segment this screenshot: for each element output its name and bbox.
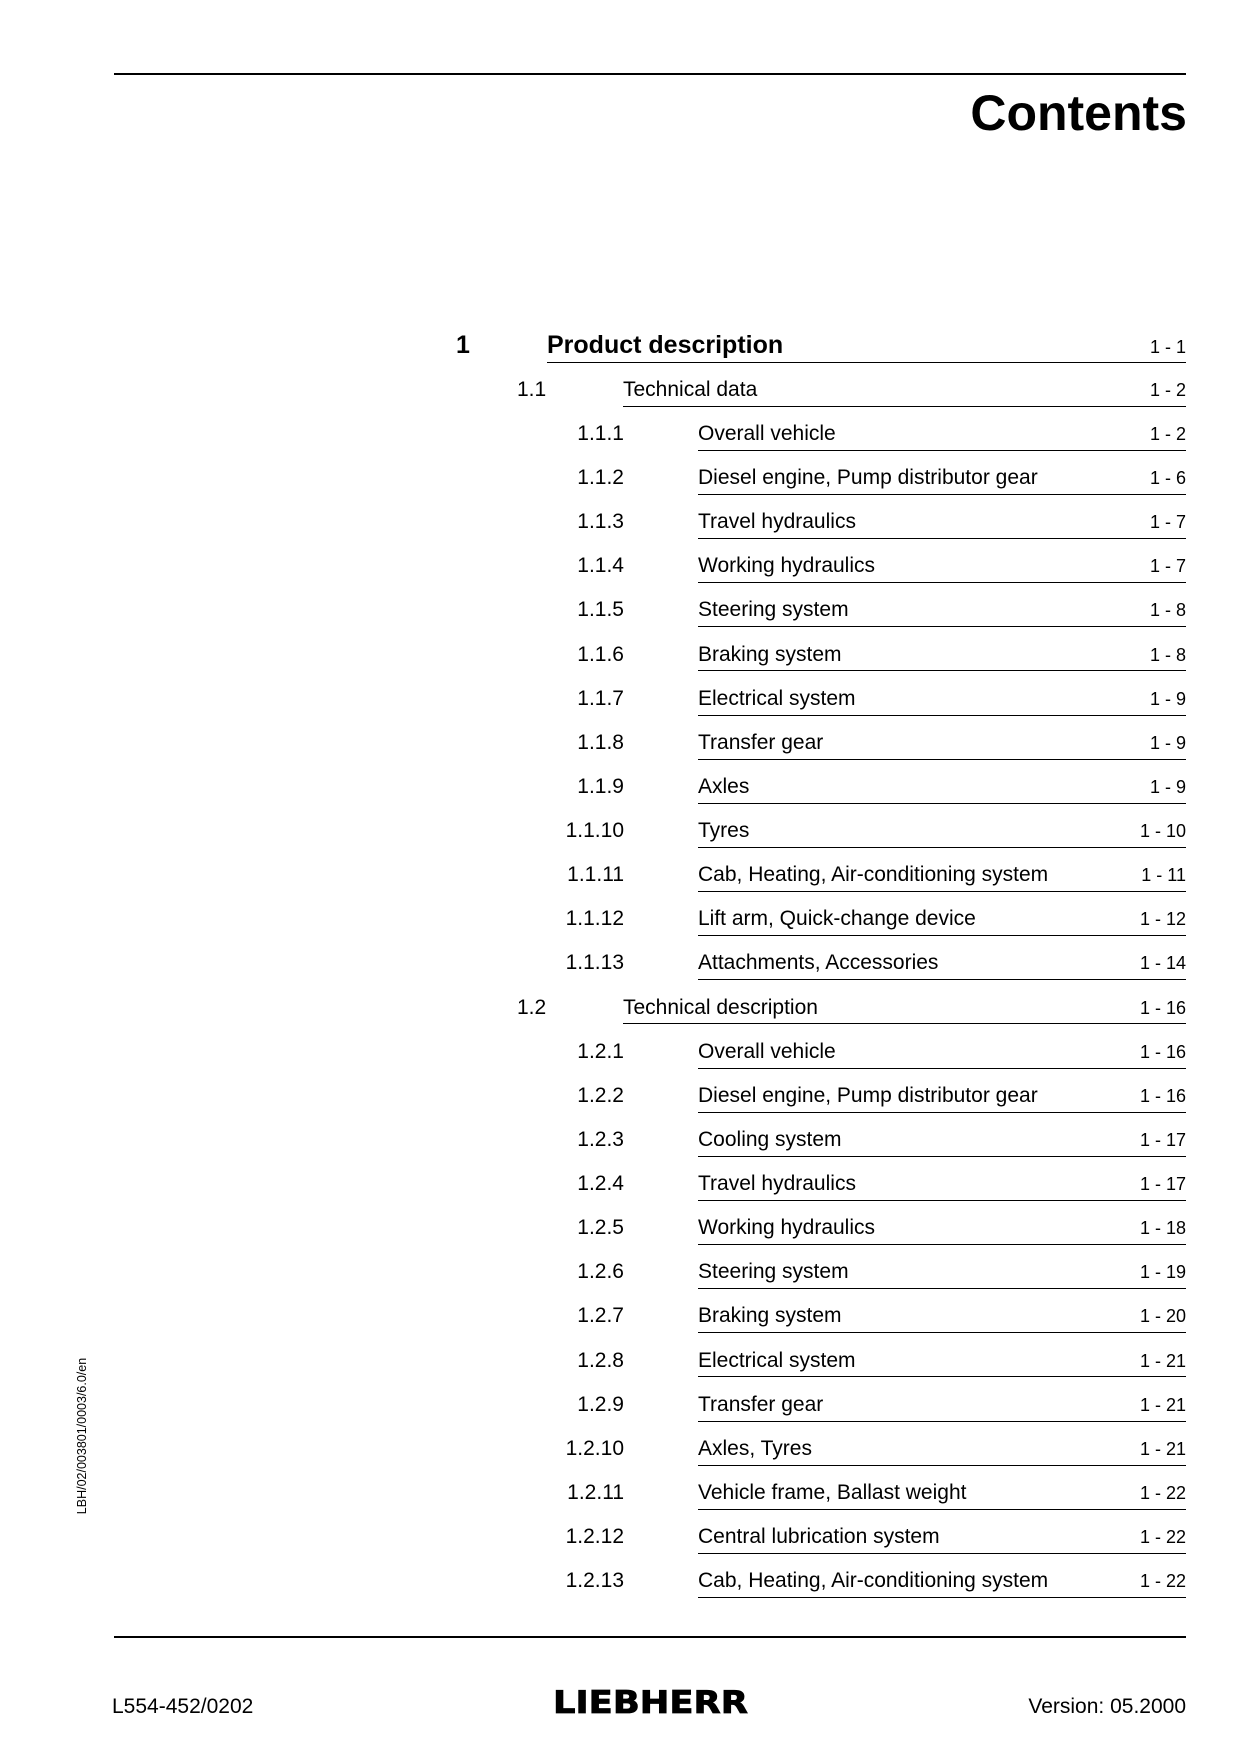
section-title: Travel hydraulics bbox=[698, 1172, 856, 1196]
toc-entry-1-2-3[interactable] bbox=[0, 1113, 1240, 1157]
toc-entry-1-1-10[interactable] bbox=[0, 804, 1240, 848]
section-title: Working hydraulics bbox=[698, 554, 876, 578]
page-number: 1 - 21 bbox=[1139, 1438, 1186, 1459]
toc-entry-1-2[interactable] bbox=[0, 980, 1240, 1024]
section-number: 1.2.9 bbox=[577, 1392, 624, 1416]
toc-entry-line bbox=[698, 1466, 1186, 1510]
page-number: 1 - 22 bbox=[1139, 1571, 1186, 1592]
toc-entry-line bbox=[698, 1333, 1186, 1377]
toc-entry-line bbox=[623, 980, 1186, 1024]
section-number: 1.2.6 bbox=[577, 1260, 624, 1284]
page-number: 1 - 21 bbox=[1139, 1394, 1186, 1415]
section-number: 1.2.5 bbox=[577, 1216, 624, 1240]
section-title: Electrical system bbox=[698, 1348, 856, 1372]
toc-entry-line bbox=[698, 1510, 1186, 1554]
page-number: 1 - 18 bbox=[1139, 1218, 1186, 1239]
section-title: Diesel engine, Pump distributor gear bbox=[698, 1083, 1038, 1107]
section-number: 1.2.1 bbox=[577, 1039, 624, 1063]
toc-entry-line bbox=[698, 1157, 1186, 1201]
section-title: Cab, Heating, Air-conditioning system bbox=[698, 863, 1049, 887]
page-number: 1 - 20 bbox=[1139, 1306, 1186, 1327]
toc-entry-line bbox=[623, 363, 1186, 407]
page-number: 1 - 12 bbox=[1139, 909, 1186, 930]
toc-entry-line bbox=[698, 1245, 1186, 1289]
toc-entry-1-1-11[interactable] bbox=[0, 848, 1240, 892]
toc-entry-1-1-6[interactable] bbox=[0, 627, 1240, 671]
section-title: Lift arm, Quick-change device bbox=[698, 907, 976, 931]
toc-entry-1-1-7[interactable] bbox=[0, 671, 1240, 715]
section-title: Diesel engine, Pump distributor gear bbox=[698, 466, 1038, 490]
section-number: 1.1 bbox=[517, 377, 547, 401]
section-number: 1.2.2 bbox=[577, 1083, 624, 1107]
section-title: Product description bbox=[547, 330, 784, 359]
toc-entry-1-1-5[interactable] bbox=[0, 583, 1240, 627]
page-number: 1 - 10 bbox=[1139, 821, 1186, 842]
toc-entry-line bbox=[698, 1201, 1186, 1245]
toc-entry-line bbox=[698, 627, 1186, 671]
page-number: 1 - 1 bbox=[1149, 336, 1186, 357]
toc-entry-line bbox=[698, 495, 1186, 539]
toc-entry-1-2-13[interactable] bbox=[0, 1554, 1240, 1598]
toc-entry-1-2-1[interactable] bbox=[0, 1024, 1240, 1068]
side-document-reference: LBH/02/003801/0003/6.0/en bbox=[75, 1357, 89, 1515]
toc-entry-line bbox=[698, 539, 1186, 583]
page-number: 1 - 22 bbox=[1139, 1527, 1186, 1548]
toc-entry-line bbox=[698, 1113, 1186, 1157]
page-number: 1 - 2 bbox=[1149, 423, 1186, 444]
page-number: 1 - 8 bbox=[1149, 644, 1186, 665]
page-number: 1 - 9 bbox=[1149, 732, 1186, 753]
section-number: 1.2 bbox=[517, 995, 547, 1019]
page-number: 1 - 8 bbox=[1149, 600, 1186, 621]
toc-entry-line bbox=[698, 936, 1186, 980]
section-title: Cab, Heating, Air-conditioning system bbox=[698, 1569, 1049, 1593]
section-number: 1.2.7 bbox=[577, 1304, 624, 1328]
toc-entry-line bbox=[698, 1554, 1186, 1598]
page-number: 1 - 11 bbox=[1141, 865, 1186, 886]
section-number: 1.2.13 bbox=[565, 1569, 624, 1593]
toc-entry-1-1-8[interactable] bbox=[0, 716, 1240, 760]
toc-entry-line bbox=[547, 318, 1186, 363]
section-title: Axles, Tyres bbox=[698, 1436, 812, 1460]
section-number: 1.1.7 bbox=[577, 686, 624, 710]
page-number: 1 - 16 bbox=[1139, 1041, 1186, 1062]
toc-entry-1-2-10[interactable] bbox=[0, 1422, 1240, 1466]
section-number: 1.1.12 bbox=[565, 907, 624, 931]
page-title: Contents bbox=[970, 85, 1187, 141]
toc-entry-1-2-6[interactable] bbox=[0, 1245, 1240, 1289]
section-title: Overall vehicle bbox=[698, 421, 836, 445]
section-number: 1.1.8 bbox=[577, 730, 624, 754]
page-number: 1 - 7 bbox=[1149, 512, 1186, 533]
toc-entry-line bbox=[698, 848, 1186, 892]
top-rule bbox=[114, 73, 1186, 75]
toc-entry-1-2-12[interactable] bbox=[0, 1510, 1240, 1554]
section-number: 1.2.12 bbox=[565, 1525, 624, 1549]
section-title: Braking system bbox=[698, 642, 842, 666]
section-number: 1.1.6 bbox=[577, 642, 624, 666]
toc-entry-1-1-3[interactable] bbox=[0, 495, 1240, 539]
toc-entry-1-2-4[interactable] bbox=[0, 1157, 1240, 1201]
toc-entry-1-2-5[interactable] bbox=[0, 1201, 1240, 1245]
section-number: 1.2.10 bbox=[565, 1436, 624, 1460]
section-title: Electrical system bbox=[698, 686, 856, 710]
page-number: 1 - 17 bbox=[1139, 1174, 1186, 1195]
page-number: 1 - 22 bbox=[1139, 1482, 1186, 1503]
section-number: 1.1.3 bbox=[577, 510, 624, 534]
version-label: Version: 05.2000 bbox=[1028, 1695, 1186, 1718]
page-number: 1 - 9 bbox=[1149, 688, 1186, 709]
section-number: 1.1.1 bbox=[577, 421, 624, 445]
toc-entry-1[interactable] bbox=[0, 318, 1240, 363]
page-number: 1 - 14 bbox=[1139, 953, 1186, 974]
toc-entry-line bbox=[698, 1024, 1186, 1068]
bottom-rule bbox=[114, 1636, 1186, 1638]
section-number: 1.2.3 bbox=[577, 1127, 624, 1151]
section-number: 1.1.2 bbox=[577, 466, 624, 490]
toc-entry-1-1-13[interactable] bbox=[0, 936, 1240, 980]
section-number: 1.2.8 bbox=[577, 1348, 624, 1372]
toc-entry-line bbox=[698, 1289, 1186, 1333]
section-title: Technical data bbox=[623, 377, 758, 401]
section-title: Technical description bbox=[623, 995, 818, 1019]
toc-entry-line bbox=[698, 407, 1186, 451]
liebherr-logo bbox=[553, 1685, 749, 1721]
page-number: 1 - 17 bbox=[1139, 1129, 1186, 1150]
toc-entry-1-1-9[interactable] bbox=[0, 760, 1240, 804]
section-title: Steering system bbox=[698, 1260, 849, 1284]
toc-entry-line bbox=[698, 1377, 1186, 1421]
toc-entry-1-2-9[interactable] bbox=[0, 1377, 1240, 1421]
section-title: Attachments, Accessories bbox=[698, 951, 939, 975]
section-number: 1.1.13 bbox=[565, 951, 624, 975]
toc-entry-line bbox=[698, 583, 1186, 627]
page-number: 1 - 9 bbox=[1149, 776, 1186, 797]
toc-entry-1-1-2[interactable] bbox=[0, 451, 1240, 495]
page-number: 1 - 19 bbox=[1139, 1262, 1186, 1283]
section-number: 1.1.9 bbox=[577, 774, 624, 798]
section-title: Tyres bbox=[698, 819, 750, 843]
toc-entry-line bbox=[698, 1069, 1186, 1113]
table-of-contents bbox=[0, 318, 1240, 1599]
section-title: Overall vehicle bbox=[698, 1039, 836, 1063]
section-title: Axles bbox=[698, 774, 750, 798]
toc-entry-line bbox=[698, 451, 1186, 495]
section-title: Transfer gear bbox=[698, 730, 824, 754]
toc-entry-line bbox=[698, 892, 1186, 936]
section-number: 1.2.4 bbox=[577, 1172, 624, 1196]
section-number: 1.1.11 bbox=[567, 863, 624, 887]
toc-entry-line bbox=[698, 716, 1186, 760]
section-number: 1.1.5 bbox=[577, 598, 624, 622]
section-title: Steering system bbox=[698, 598, 849, 622]
toc-entry-1-2-11[interactable] bbox=[0, 1466, 1240, 1510]
section-title: Vehicle frame, Ballast weight bbox=[698, 1480, 967, 1504]
toc-entry-line bbox=[698, 804, 1186, 848]
page-number: 1 - 16 bbox=[1139, 997, 1186, 1018]
toc-entry-line bbox=[698, 1422, 1186, 1466]
toc-entry-1-1-1[interactable] bbox=[0, 407, 1240, 451]
section-title: Central lubrication system bbox=[698, 1525, 940, 1549]
toc-entry-1-1-4[interactable] bbox=[0, 539, 1240, 583]
section-number: 1 bbox=[456, 330, 470, 359]
page-number: 1 - 7 bbox=[1149, 556, 1186, 577]
page-number: 1 - 16 bbox=[1139, 1085, 1186, 1106]
section-title: Braking system bbox=[698, 1304, 842, 1328]
section-number: 1.1.10 bbox=[565, 819, 624, 843]
toc-entry-1-2-7[interactable] bbox=[0, 1289, 1240, 1333]
section-title: Transfer gear bbox=[698, 1392, 824, 1416]
section-title: Cooling system bbox=[698, 1127, 842, 1151]
section-number: 1.2.11 bbox=[567, 1480, 624, 1504]
logo-wordmark: LIEBHERR bbox=[553, 1685, 748, 1721]
toc-entry-1-1-12[interactable] bbox=[0, 892, 1240, 936]
toc-entry-1-2-8[interactable] bbox=[0, 1333, 1240, 1377]
toc-entry-1-1[interactable] bbox=[0, 363, 1240, 407]
page-number: 1 - 6 bbox=[1149, 468, 1186, 489]
section-number: 1.1.4 bbox=[577, 554, 624, 578]
section-title: Travel hydraulics bbox=[698, 510, 856, 534]
toc-entry-line bbox=[698, 760, 1186, 804]
page-number: 1 - 2 bbox=[1149, 379, 1186, 400]
section-title: Working hydraulics bbox=[698, 1216, 876, 1240]
page-number: 1 - 21 bbox=[1139, 1350, 1186, 1371]
document-code: L554-452/0202 bbox=[112, 1695, 254, 1718]
toc-entry-1-2-2[interactable] bbox=[0, 1069, 1240, 1113]
toc-entry-line bbox=[698, 671, 1186, 715]
